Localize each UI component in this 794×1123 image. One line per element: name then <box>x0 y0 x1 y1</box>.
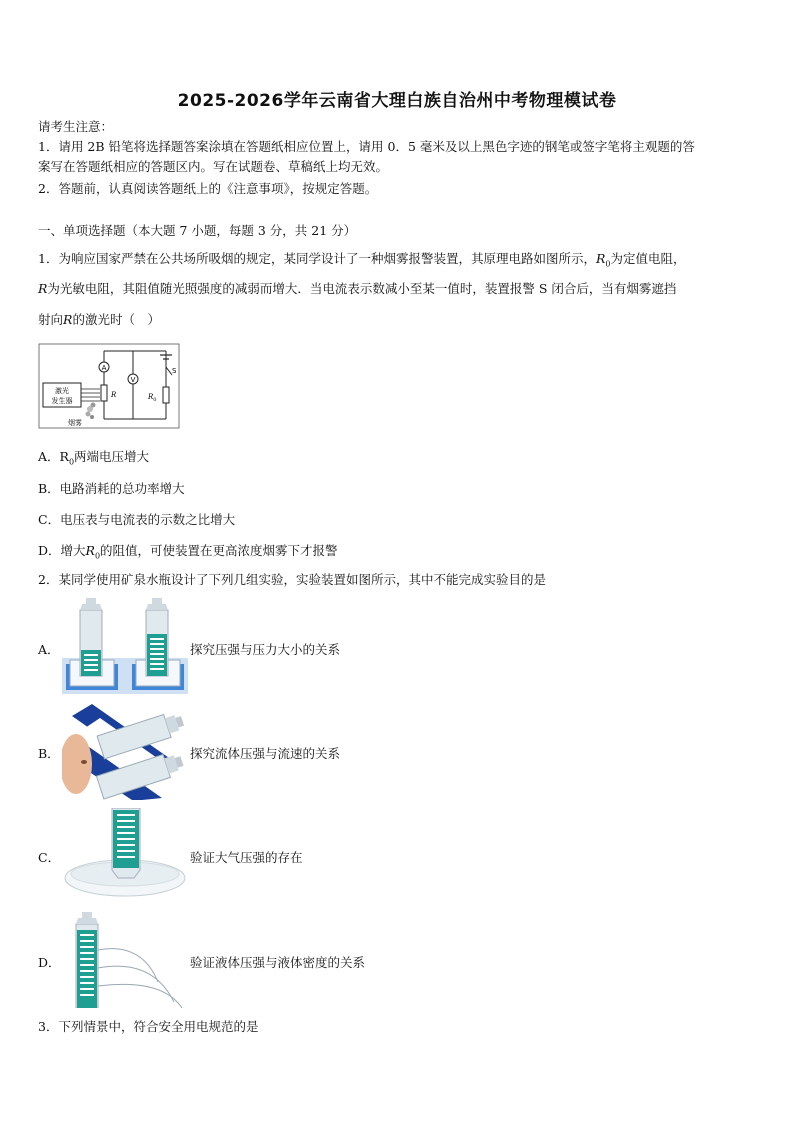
q1-option-d[interactable]: D．增大$R_0$的阻值，可使装置在更高浓度烟雾下才报警 <box>38 543 338 561</box>
q2-option-a-text: 探究压强与压力大小的关系 <box>190 642 341 657</box>
q2-option-d-text: 验证液体压强与液体密度的关系 <box>190 955 366 970</box>
fixed-resistor-label: $R_0$ <box>148 393 157 403</box>
q1-option-c[interactable]: C．电压表与电流表的示数之比增大 <box>38 512 236 527</box>
q2-option-b-label[interactable]: B． <box>38 746 60 761</box>
q2-option-b-image <box>62 704 188 800</box>
q1-option-a[interactable]: A．$R_0$两端电压增大 <box>38 449 150 467</box>
q2-option-c-label[interactable]: C． <box>38 850 61 865</box>
q2-option-d-image <box>62 912 188 1008</box>
notice-item-1b: 案写在答题纸相应的答题区内。写在试题卷、草稿纸上均无效。 <box>38 159 389 174</box>
q2-stem: 2．某同学使用矿泉水瓶设计了下列几组实验，实验装置如图所示，其中不能完成实验目的是 <box>38 572 546 587</box>
laser-label-1: 激光 <box>55 387 69 395</box>
q2-option-c-text: 验证大气压强的存在 <box>190 850 303 865</box>
q3-stem: 3．下列情景中，符合安全用电规范的是 <box>38 1019 259 1034</box>
laser-label-2: 发生器 <box>51 397 73 405</box>
q2-option-b-text: 探究流体压强与流速的关系 <box>190 746 341 761</box>
q1-option-b[interactable]: B．电路消耗的总功率增大 <box>38 481 185 496</box>
notice-item-1a: 1．请用 2B 铅笔将选择题答案涂填在答题纸相应位置上，请用 0．5 毫米及以上黑色字迹的钢笔或签字笔将主观题的答 <box>38 139 695 154</box>
q2-option-a-image <box>62 598 188 694</box>
q1-stem-line2: R为光敏电阻，其阻值随光照强度的减弱而增大．当电流表示数减小至某一值时，装置报警 S 闭合后，当有烟雾遮挡 <box>38 281 677 296</box>
q2-option-c-image <box>62 808 188 904</box>
fixed-resistor-icon <box>163 387 169 403</box>
notice-item-2: 2．答题前，认真阅读答题纸上的《注意事项》，按规定答题。 <box>38 181 378 196</box>
q1-stem-line1: 1．为响应国家严禁在公共场所吸烟的规定，某同学设计了一种烟雾报警装置，其原理电路如图所示，$R_0$为定值电阻， <box>38 251 686 269</box>
smoke-alarm-circuit-diagram <box>38 343 180 429</box>
page-title: 2025-2026学年云南省大理白族自治州中考物理模试卷 <box>177 91 617 111</box>
photoresistor-icon <box>101 385 107 401</box>
q2-option-a-label[interactable]: A． <box>38 642 60 657</box>
smoke-label: 烟雾 <box>68 419 82 427</box>
q2-option-d-label[interactable]: D． <box>38 955 61 970</box>
notice-heading: 请考生注意： <box>38 119 114 134</box>
voltmeter-label: V <box>130 376 136 384</box>
switch-label: S <box>172 367 177 375</box>
section-heading: 一、单项选择题（本大题 7 小题，每题 3 分，共 21 分） <box>38 223 357 238</box>
ammeter-label: A <box>101 364 107 372</box>
photoresistor-label: R <box>111 391 117 399</box>
q1-stem-line3: 射向R的激光时（ ） <box>38 312 160 327</box>
